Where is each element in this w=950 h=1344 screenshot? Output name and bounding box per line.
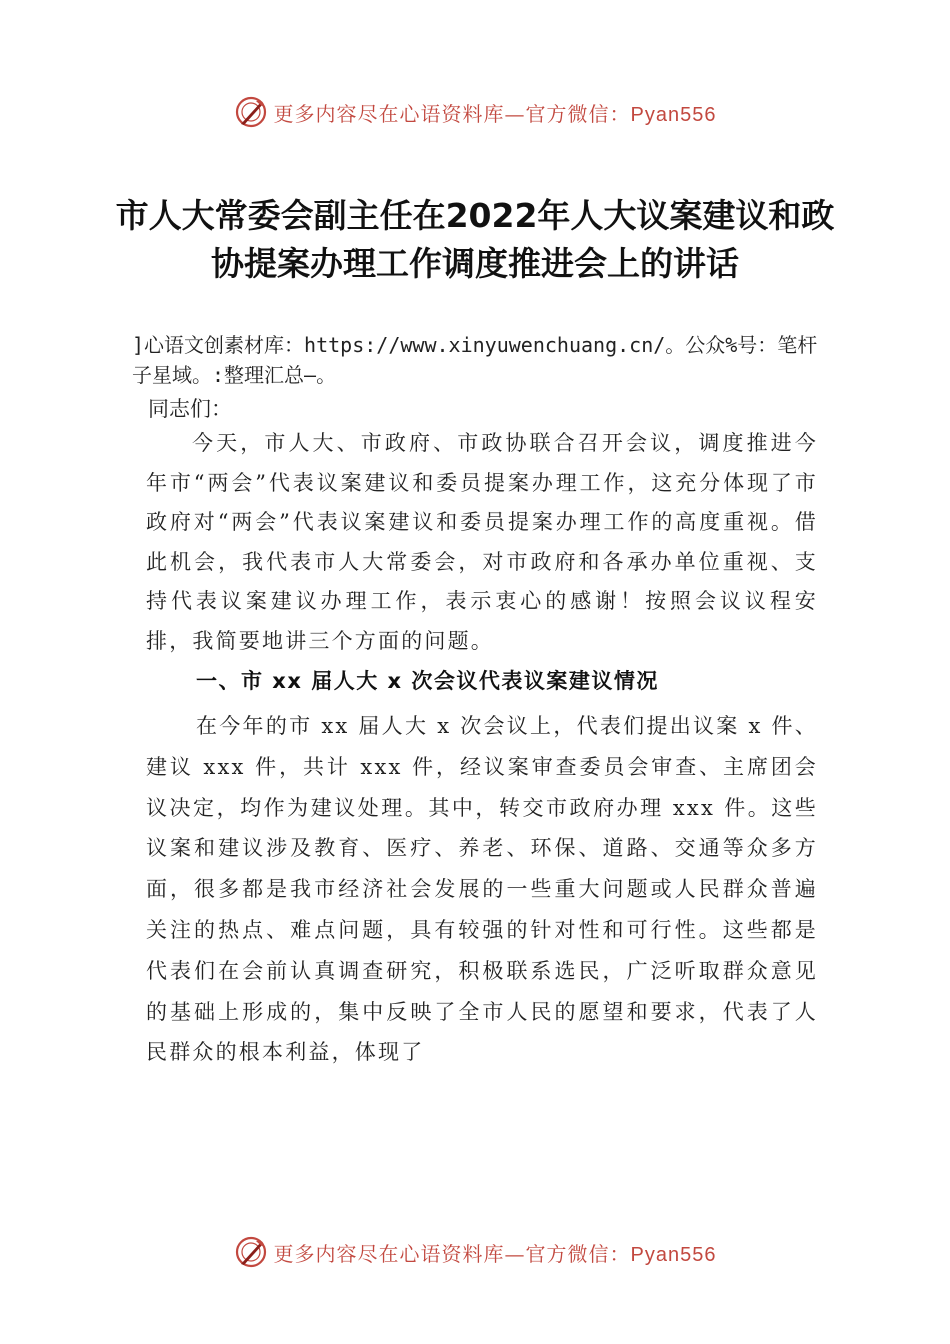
quill-seal-icon <box>234 1235 268 1269</box>
body-paragraph-2: 在今年的市 xx 届人大 x 次会议上，代表们提出议案 x 件、建议 xxx 件，共计 xxx 件，经议案审查委员会审查、主席团会议决定，均作为建议处理。其中，转交市政府办理 xxx 件。这些议案和建议涉及教育、医疗、养老、环保、道路、交通等众多方面，很多都是我市经济社会发展的一些重大问题或人民群众普遍关注的热点、难点问题，具有较强的针对性和可行性。这些都是代表们在会前认真调查研究，积极联系选民，广泛听取群众意见的基础上形成的，集中反映了全市人民的愿望和要求，代表了人民群众的根本利益，体现了 <box>146 714 818 1065</box>
banner-label: 更多内容尽在心语资料库—官方微信： <box>273 101 631 126</box>
header-banner <box>0 92 950 132</box>
wechat-id: Pyan556 <box>630 103 717 126</box>
wechat-id: Pyan556 <box>630 1243 717 1266</box>
footer-banner <box>0 1232 950 1272</box>
greeting: 同志们： <box>148 397 232 421</box>
body-paragraph-1: 今天，市人大、市政府、市政协联合召开会议，调度推进今年市“两会”代表议案建议和委员提案办理工作，这充分体现了市政府对“两会”代表议案建议和委员提案办理工作的高度重视。借此机会，我代表市人大常委会，对市政府和各承办单位重视、支持代表议案建议办理工作，表示衷心的感谢！按照会议议程安排，我简要地讲三个方面的问题。 <box>146 431 818 653</box>
banner-text <box>274 1238 717 1267</box>
section-heading-1: 一、市 xx 届人大 x 次会议代表议案建议情况 <box>196 669 659 693</box>
source-note: ]心语文创素材库：https://www.xinyuwenchuang.cn/。公众%号：笔杆子星域。:整理汇总—。 <box>132 333 818 387</box>
banner-label: 更多内容尽在心语资料库—官方微信： <box>273 1241 631 1266</box>
banner-text <box>274 98 717 127</box>
document-title: 市人大常委会副主任在2022年人大议案建议和政协提案办理工作调度推进会上的讲话 <box>115 196 835 283</box>
quill-seal-icon <box>234 95 268 129</box>
